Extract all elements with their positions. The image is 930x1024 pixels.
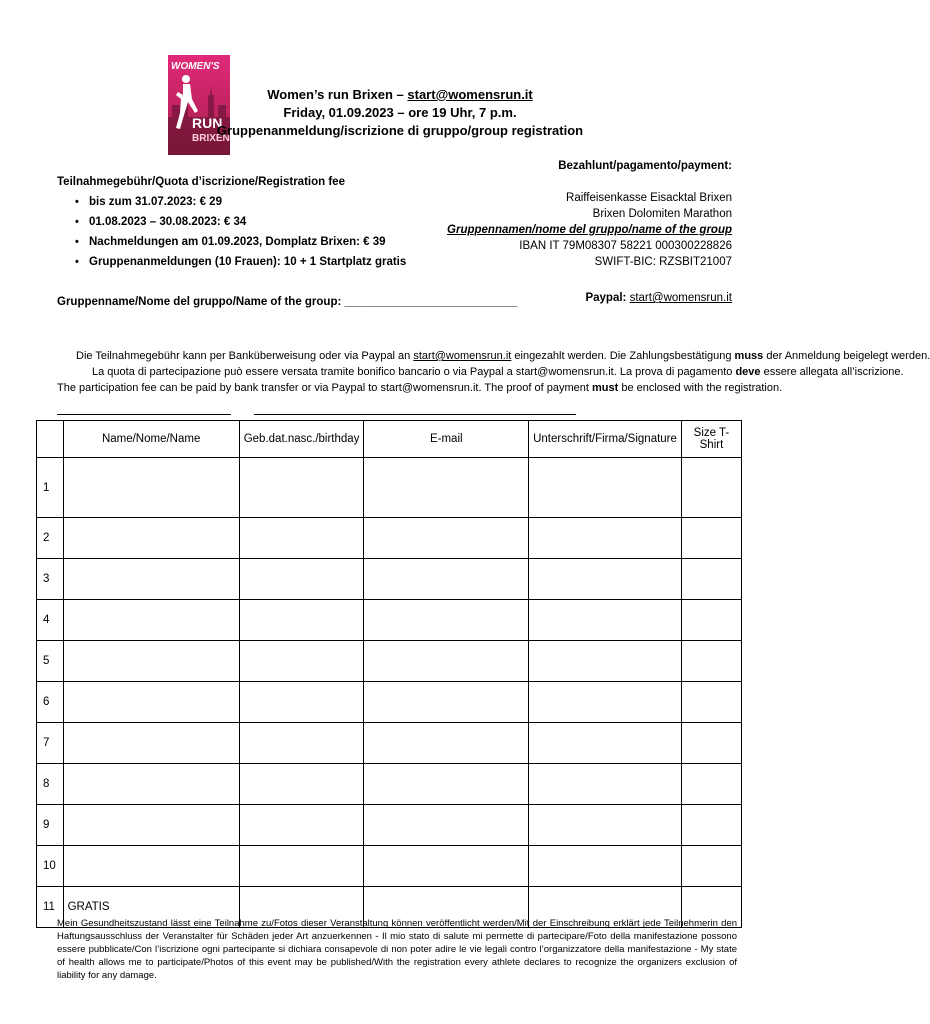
- table-row: [37, 458, 742, 518]
- name-cell[interactable]: [63, 805, 239, 846]
- email-cell[interactable]: [364, 559, 529, 600]
- document-header: [200, 86, 600, 140]
- paypal-label: Paypal: [585, 292, 623, 304]
- birthday-cell[interactable]: [239, 846, 364, 887]
- birthday-cell[interactable]: [239, 458, 364, 518]
- name-cell[interactable]: [63, 518, 239, 559]
- email-cell[interactable]: [364, 764, 529, 805]
- fee-item: • bis zum 31.07.2023: € 29: [89, 194, 406, 210]
- registration-table: [36, 420, 742, 928]
- signature-cell[interactable]: [529, 600, 682, 641]
- table-row: [37, 723, 742, 764]
- instructions-en: The participation fee can be paid by bank transfer or via Paypal to start@womensrun.it. The proof of payment must be enclosed with the registration.: [57, 382, 783, 394]
- logo-text-brixen: BRIXEN: [192, 133, 230, 144]
- col-header-number: [37, 421, 64, 458]
- signature-cell[interactable]: [529, 764, 682, 805]
- row-number: 10: [37, 846, 64, 887]
- table-row: [37, 805, 742, 846]
- tshirt-size-cell[interactable]: [681, 805, 741, 846]
- col-header-email: E-mail: [364, 421, 529, 458]
- name-cell[interactable]: [63, 723, 239, 764]
- fee-item: • 01.08.2023 – 30.08.2023: € 34: [89, 214, 406, 230]
- row-number: 9: [37, 805, 64, 846]
- row-number: 3: [37, 559, 64, 600]
- table-header-row: [37, 421, 742, 458]
- table-row: [37, 846, 742, 887]
- fees-section: [57, 174, 406, 274]
- birthday-cell[interactable]: [239, 559, 364, 600]
- table-row: [37, 682, 742, 723]
- birthday-cell[interactable]: [239, 518, 364, 559]
- signature-cell[interactable]: [529, 723, 682, 764]
- table-row: [37, 600, 742, 641]
- row-number: 7: [37, 723, 64, 764]
- signature-cell[interactable]: [529, 682, 682, 723]
- table-row: [37, 641, 742, 682]
- name-cell[interactable]: [63, 458, 239, 518]
- signature-cell[interactable]: [529, 559, 682, 600]
- name-cell[interactable]: [63, 600, 239, 641]
- row-number: 1: [37, 458, 64, 518]
- name-cell[interactable]: [63, 764, 239, 805]
- tshirt-size-cell[interactable]: [681, 846, 741, 887]
- header-subtitle: Gruppenanmeldung/iscrizione di gruppo/group registration: [216, 123, 584, 138]
- name-cell[interactable]: [63, 846, 239, 887]
- signature-cell[interactable]: [529, 641, 682, 682]
- payment-bank: Raiffeisenkasse Eisacktal Brixen: [566, 192, 732, 204]
- col-header-birthday: Geb.dat.nasc./birthday: [239, 421, 364, 458]
- payment-instructions: [40, 348, 930, 396]
- tshirt-size-cell[interactable]: [681, 458, 741, 518]
- signature-cell[interactable]: [529, 518, 682, 559]
- header-title: Women’s run Brixen –: [267, 87, 408, 102]
- email-cell[interactable]: [364, 458, 529, 518]
- tshirt-size-cell[interactable]: [681, 682, 741, 723]
- name-cell[interactable]: [63, 641, 239, 682]
- instructions-it: La quota di partecipazione può essere versata tramite bonifico bancario o via Paypal a start@womensrun.it. La prova di pagamento deve essere allegata all’iscrizione.: [92, 366, 904, 378]
- tshirt-size-cell[interactable]: [681, 764, 741, 805]
- payment-purpose: Brixen Dolomiten Marathon: [592, 208, 732, 220]
- birthday-cell[interactable]: [239, 641, 364, 682]
- payment-info: [447, 158, 732, 306]
- name-cell[interactable]: [63, 682, 239, 723]
- fee-item: • Nachmeldungen am 01.09.2023, Domplatz Brixen: € 39: [89, 234, 406, 250]
- separator-line: [57, 414, 231, 415]
- table-row: [37, 764, 742, 805]
- separator-line: [254, 414, 576, 415]
- instructions-email-link[interactable]: start@womensrun.it: [413, 350, 512, 362]
- row-number: 5: [37, 641, 64, 682]
- logo-text-run: RUN: [192, 115, 223, 131]
- paypal-email-link[interactable]: start@womensrun.it: [629, 292, 732, 304]
- email-cell[interactable]: [364, 846, 529, 887]
- fee-item: • Gruppenanmeldungen (10 Frauen): 10 + 1 Startplatz gratis: [89, 254, 406, 270]
- birthday-cell[interactable]: [239, 682, 364, 723]
- email-cell[interactable]: [364, 518, 529, 559]
- logo-text-womens: WOMEN'S: [171, 61, 220, 72]
- birthday-cell[interactable]: [239, 764, 364, 805]
- fees-title: Teilnahmegebühr/Quota d’iscrizione/Registration fee: [57, 176, 345, 188]
- liability-disclaimer: Mein Gesundheitszustand lässt eine Teilnahme zu/Fotos dieser Veranstaltung können veröffentlicht werden/Mit der Einschreibung erklärt jede Teilnehmerin den Haftungsausschluss der Veranstalter für Schäden jeder Art anzuerkennen - Il mio stato di salute mi permette di partecipare/Foto della manifestazione possono essere pubblicate/Con l’iscrizione ogni partecipante si dichiara consapevole di non poter adire le vie legali contro l’organizzatore della manifestazione - My state of health allows me to participate/Photos of this event may be published/With the registration every athlete declares to recognize the organizers exclusion of liability for any damage.: [57, 918, 737, 981]
- instructions-de: Die Teilnahmegebühr kann per Banküberweisung oder via Paypal an start@womensrun.it eingezahlt werden. Die Zahlungsbestätigung muss der Anmeldung beigelegt werden.: [76, 350, 930, 362]
- row-number: 4: [37, 600, 64, 641]
- row-number: 2: [37, 518, 64, 559]
- tshirt-size-cell[interactable]: [681, 723, 741, 764]
- table-row: [37, 559, 742, 600]
- col-header-name: Name/Nome/Name: [63, 421, 239, 458]
- payment-title: Bezahlunt/pagamento/payment:: [558, 160, 732, 172]
- signature-cell[interactable]: [529, 846, 682, 887]
- payment-paypal: Paypal: start@womensrun.it: [585, 292, 732, 304]
- col-header-tshirt-size: Size T-Shirt: [681, 421, 741, 458]
- tshirt-size-cell[interactable]: [681, 641, 741, 682]
- birthday-cell[interactable]: [239, 805, 364, 846]
- tshirt-size-cell[interactable]: [681, 559, 741, 600]
- row-number: 8: [37, 764, 64, 805]
- tshirt-size-cell[interactable]: [681, 600, 741, 641]
- email-cell[interactable]: [364, 682, 529, 723]
- signature-cell[interactable]: [529, 805, 682, 846]
- birthday-cell[interactable]: [239, 600, 364, 641]
- signature-cell[interactable]: [529, 458, 682, 518]
- email-cell[interactable]: [364, 600, 529, 641]
- row-number: 6: [37, 682, 64, 723]
- table-row: [37, 518, 742, 559]
- header-email-link[interactable]: start@womensrun.it: [407, 87, 533, 102]
- email-cell[interactable]: [364, 723, 529, 764]
- payment-swift: SWIFT-BIC: RZSBIT21007: [594, 256, 732, 268]
- email-cell[interactable]: [364, 641, 529, 682]
- payment-iban: IBAN IT 79M08307 58221 000300228826: [519, 240, 732, 252]
- name-cell-gratis: GRATIS: [63, 887, 239, 928]
- payment-reference: Gruppennamen/nome del gruppo/name of the group: [447, 224, 732, 236]
- tshirt-size-cell[interactable]: [681, 518, 741, 559]
- fees-list: [57, 194, 406, 270]
- birthday-cell[interactable]: [239, 723, 364, 764]
- col-header-signature: Unterschrift/Firma/Signature: [529, 421, 682, 458]
- email-cell[interactable]: [364, 805, 529, 846]
- row-number: 11: [37, 887, 64, 928]
- group-name-field[interactable]: Gruppenname/Nome del gruppo/Name of the group: ___________________________: [57, 296, 518, 308]
- header-line-1: [200, 86, 600, 104]
- name-cell[interactable]: [63, 559, 239, 600]
- header-date: Friday, 01.09.2023 – ore 19 Uhr, 7 p.m.: [283, 105, 517, 120]
